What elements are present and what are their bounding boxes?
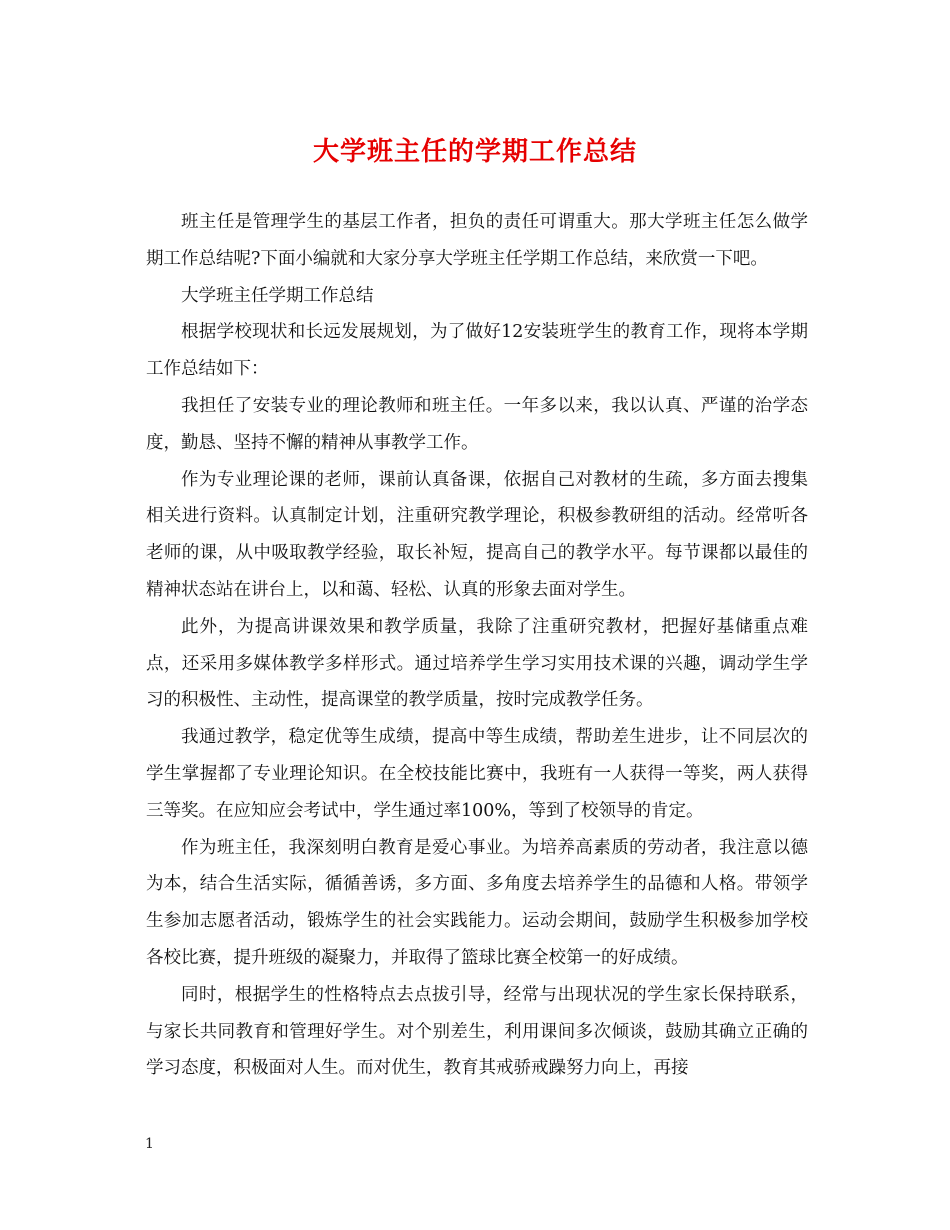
document-title: 大学班主任的学期工作总结	[312, 137, 637, 167]
paragraph-results: 我通过教学，稳定优等生成绩，提高中等生成绩，帮助差生进步，让不同层次的学生掌握都了专业理论知识。在全校技能比赛中，我班有一人获得一等奖，两人获得三等奖。在应知应会考试中，学生通过率100%，等到了校领导的肯定。	[146, 727, 808, 821]
paragraph-class-teacher: 作为班主任，我深刻明白教育是爱心事业。为培养高素质的劳动者，我注意以德为本，结合生活实际，循循善诱，多方面、多角度去培养学生的品德和人格。带领学生参加志愿者活动，锻炼学生的社会实践能力。运动会期间，鼓励学生积极参加学校各校比赛，提升班级的凝聚力，并取得了篮球比赛全校第一的好成绩。	[146, 837, 808, 968]
paragraph-role: 我担任了安装专业的理论教师和班主任。一年多以来，我以认真、严谨的治学态度，勤恳、坚持不懈的精神从事教学工作。	[146, 395, 808, 453]
paragraph-intro: 班主任是管理学生的基层工作者，担负的责任可谓重大。那大学班主任怎么做学期工作总结呢?下面小编就和大家分享大学班主任学期工作总结，来欣赏一下吧。	[146, 212, 808, 269]
page-number: 1	[145, 1136, 154, 1152]
paragraph-overview: 根据学校现状和长远发展规划，为了做好12安装班学生的教育工作，现将本学期工作总结如下：	[146, 322, 808, 380]
paragraph-subheading: 大学班主任学期工作总结	[181, 285, 374, 306]
paragraph-guidance: 同时，根据学生的性格特点去点拔引导，经常与出现状况的学生家长保持联系，与家长共同教育和管理好学生。对个别差生，利用课间多次倾谈，鼓励其确立正确的学习态度，积极面对人生。而对优生，教育其戒骄戒躁努力向上，再接	[146, 984, 808, 1079]
paragraph-quality: 此外，为提高讲课效果和教学质量，我除了注重研究教材，把握好基储重点难点，还采用多媒体教学多样形式。通过培养学生学习实用技术课的兴趣，调动学生学习的积极性、主动性，提高课堂的教学质量，按时完成教学任务。	[146, 616, 808, 711]
document-body	[146, 204, 808, 1087]
paragraph-teaching: 作为专业理论课的老师，课前认真备课，依据自己对教材的生疏，多方面去搜集相关进行资料。认真制定计划，注重研究教学理论，积极参教研组的活动。经常听各老师的课，从中吸取教学经验，取长补短，提高自己的教学水平。每节课都以最佳的精神状态站在讲台上，以和蔼、轻松、认真的形象去面对学生。	[146, 469, 808, 600]
